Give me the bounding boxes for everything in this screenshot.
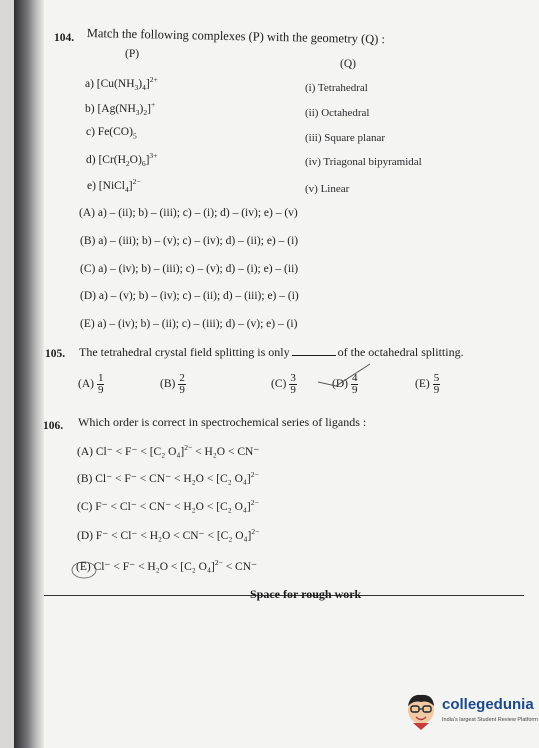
rough-work-label: Space for rough work <box>250 587 362 601</box>
complex-a: a) $[Cu(NH_3)_4]^{2+}$ <box>85 75 158 93</box>
column-q-header: (Q) <box>340 58 356 70</box>
question-106-number: 106. <box>43 420 64 432</box>
question-104-number: 104. <box>54 32 75 44</box>
q106-option-d[interactable]: (D) F⁻ < Cl⁻ < H₂O < CN⁻ < [C₂ O₄]$^{2-}$ <box>77 527 260 542</box>
question-106-text: Which order is correct in spectrochemical series of ligands : <box>78 415 367 429</box>
q105-option-e[interactable]: (E) $\frac{5}{9}$ <box>415 372 440 396</box>
q104-option-a[interactable]: (A) a) – (ii); b) – (iii); c) – (i); d) – (iv); e) – (v) <box>79 207 298 219</box>
complex-c: c) $Fe(CO)_5$ <box>86 126 137 141</box>
answer-blank <box>292 355 336 356</box>
pen-circle-mark <box>70 560 100 582</box>
q106-option-c[interactable]: (C) F⁻ < Cl⁻ < CN⁻ < H₂O < [C₂ O₄]$^{2-}$ <box>77 498 259 513</box>
question-105-number: 105. <box>45 348 66 360</box>
column-p-header: (P) <box>125 48 140 60</box>
question-104-text: Match the following complexes (P) with the geometry (Q) : <box>86 26 386 47</box>
q104-option-d[interactable]: (D) a) – (v); b) – (iv); c) – (ii); d) – (iii); e) – (i) <box>80 290 299 302</box>
q104-option-e[interactable]: (E) a) – (iv); b) – (ii); c) – (iii); d) – (v); e) – (i) <box>80 318 298 330</box>
q105-option-b[interactable]: (B) $\frac{2}{9}$ <box>160 372 185 396</box>
logo-tagline: India's largest Student Review Platform <box>442 717 538 723</box>
q106-option-b[interactable]: (B) Cl⁻ < F⁻ < CN⁻ < H₂O < [C₂ O₄]$^{2-}$ <box>77 470 259 485</box>
q104-option-b[interactable]: (B) a) – (iii); b) – (v); c) – (iv); d) – (ii); e) – (i) <box>80 235 299 247</box>
question-105-text: The tetrahedral crystal field splitting is only of the octahedral splitting. <box>79 345 464 359</box>
q105-option-d[interactable]: (D) $\frac{4}{9}$ <box>332 372 358 396</box>
logo-wordmark: collegedunia <box>442 696 534 713</box>
geometry-v: (v) Linear <box>305 183 350 195</box>
exam-page <box>14 0 539 748</box>
q105-option-a[interactable]: (A) $\frac{1}{9}$ <box>78 372 104 396</box>
complex-e: e) [NiCl$_4$]$^{2-}$ <box>87 177 141 195</box>
mascot-icon <box>404 692 438 730</box>
pen-tick-mark <box>314 360 374 390</box>
q106-option-e[interactable]: (E) Cl⁻ < F⁻ < H₂O < [C₂ O₄]$^{2-}$ < CN⁻ <box>76 558 258 573</box>
complex-d: d) $[Cr(H_2O)_6]^{3+}$ <box>86 151 158 169</box>
geometry-ii: (ii) Octahedral <box>305 107 370 119</box>
q104-option-c[interactable]: (C) a) – (iv); b) – (iii); c) – (v); d) – (i); e) – (ii) <box>80 263 299 275</box>
page-binding-shadow <box>14 0 44 748</box>
complex-b: b) $[Ag(NH_3)_2]^+$ <box>85 100 156 118</box>
geometry-i: (i) Tetrahedral <box>305 82 368 94</box>
geometry-iv: (iv) Triagonal bipyramidal <box>305 156 422 168</box>
q106-option-a[interactable]: (A) Cl⁻ < F⁻ < [C₂ O₄]$^{2-}$ < H₂O < CN⁻ <box>77 443 260 458</box>
geometry-iii: (iii) Square planar <box>305 132 386 144</box>
q105-option-c[interactable]: (C) $\frac{3}{9}$ <box>271 372 296 396</box>
